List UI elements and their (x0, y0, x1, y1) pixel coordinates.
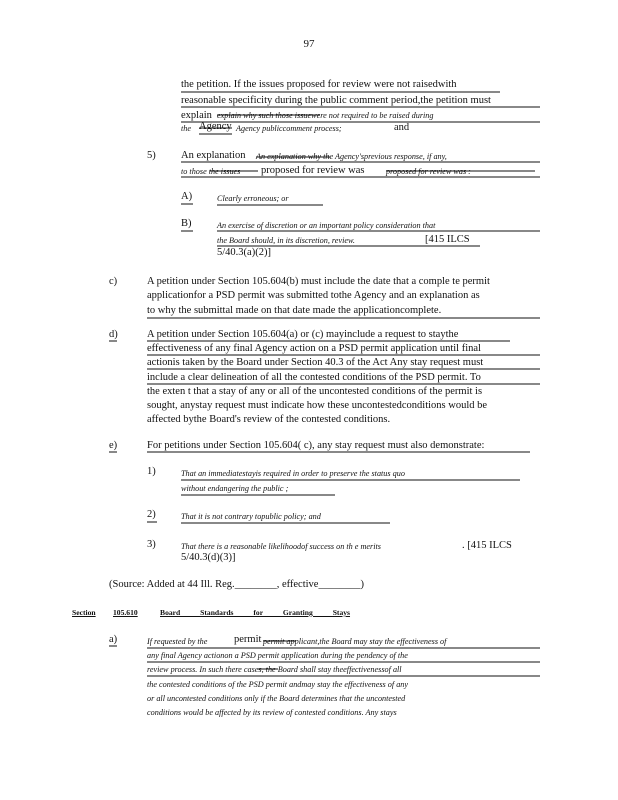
intro-line-3b: explain why such those issuewere not required to be raised during (217, 111, 434, 120)
para-a-line-3: review process. In such there cases, the Board shall stay theeffectivenessof all (147, 665, 402, 674)
item-5-line-1b: An explanation why the Agency'sprevious response, if any, (256, 152, 447, 161)
section-number: 105.610 (113, 608, 138, 617)
intro-line-3a: explain (181, 110, 212, 121)
para-a-line-5: or all uncontested conditions only if the Board determines that the uncontested (147, 694, 406, 703)
para-a-line-6: conditions would be affected by its review of contested conditions. Any stays (147, 708, 397, 717)
source-effective: , effective (276, 579, 319, 590)
para-c-line-1: A petition under Section 105.604(b) must include the date that a comple te permit (147, 276, 490, 287)
para-e-item-1-line-1: That an immediatestayis required in order to preserve the status quo (181, 469, 405, 478)
para-a-line-1c: permit applicant,the Board may stay the effectiveness of (263, 637, 447, 646)
source-close: ) (360, 579, 364, 590)
para-e-item-3-number: 3) (147, 539, 156, 550)
para-a-label: a) (109, 634, 118, 645)
para-d-line-2: effectiveness of any final Agency action on a PSD permit application until final (147, 343, 481, 354)
source-blank-1: ________ (234, 579, 277, 590)
intro-line-4a: the (181, 124, 192, 133)
intro-line-4c: Agency publiccomment process; (236, 124, 342, 133)
source-blank-2: ________ (318, 579, 361, 590)
para-e-item-2-number: 2) (147, 509, 156, 520)
source-text: (Source: Added at 44 Ill. Reg. (109, 579, 235, 590)
item-5-A-text: Clearly erroneous; or (217, 194, 289, 203)
item-5-B-line-2a: the Board should, in its discretion, review. (217, 236, 355, 245)
item-5-line-2b: proposed for review was (261, 165, 365, 176)
para-c-line-3: to why the submittal made on that date made the applicationcomplete. (147, 305, 442, 316)
para-e-line-1: For petitions under Section 105.604( c), any stay request must also demonstrate: (147, 440, 485, 451)
para-a-line-1a: If requested by the (147, 637, 208, 646)
para-d-line-7: affected bythe Board's review of the contested conditions. (147, 414, 391, 425)
para-d-line-3: actionis taken by the Board under Section 40.3 of the Act Any stay request must (147, 357, 484, 368)
para-d-line-6: sought, anystay request must indicate how these uncontestedconditions would be (147, 400, 488, 411)
para-c-line-2: applicationfor a PSD permit was submitted tothe Agency and an explanation as (147, 290, 480, 301)
para-a-line-4: the contested conditions of the PSD permit andmay stay the effectiveness of any (147, 680, 409, 689)
page-number: 97 (303, 38, 315, 50)
source-note (109, 580, 364, 591)
para-e-item-1-line-2: without endangering the public ; (181, 484, 289, 493)
para-e-label: e) (109, 440, 118, 451)
intro-line-2: reasonable specificity during the public comment period,the petition must (181, 95, 491, 106)
para-d-line-4: include a clear delineation of all the contested conditions of the PSD permit. To (147, 372, 481, 383)
intro-line-4d: and (394, 122, 410, 133)
para-a-line-2: any final Agency actionon a PSD permit application during the pendency of the (147, 651, 408, 660)
para-a-line-1b: permit (234, 634, 262, 645)
item-5-line-1a: An explanation (181, 150, 246, 161)
section-label: Section (72, 608, 96, 617)
item-5-number: 5) (147, 150, 156, 161)
item-5-B-line-2b: [415 ILCS (425, 234, 470, 245)
para-d-line-5: the exten t that a stay of any or all of the uncontested conditions of the permit is (147, 386, 483, 397)
para-e-item-3-line-1a: That there is a reasonable likelihoodof success on th e merits (181, 542, 381, 551)
para-d-line-1: A petition under Section 105.604(a) or (c) mayinclude a request to staythe (147, 329, 459, 340)
intro-line-4b: Agency (199, 121, 232, 132)
item-5-A-label: A) (181, 191, 193, 202)
para-e-item-2-line-1: That it is not contrary topublic policy; and (181, 512, 321, 521)
item-5-line-2a: to those the issues (181, 167, 241, 176)
item-5-B-label: B) (181, 218, 192, 229)
para-e-item-3-line-1b: . [415 ILCS (462, 540, 512, 551)
para-c-label: c) (109, 276, 118, 287)
para-e-item-3-line-2: 5/40.3(d)(3)] (181, 552, 236, 563)
para-e-item-1-number: 1) (147, 466, 156, 477)
item-5-B-line-3: 5/40.3(a)(2)] (217, 247, 271, 258)
para-d-label: d) (109, 329, 118, 340)
item-5-line-2c: proposed for review was : (386, 167, 471, 176)
item-5-B-line-1: An exercise of discretion or an important policy consideration that (217, 221, 436, 230)
intro-line-1: the petition. If the issues proposed for review were not raisedwith (181, 79, 457, 90)
section-title: Board Standards for Granting Stays (160, 608, 351, 617)
